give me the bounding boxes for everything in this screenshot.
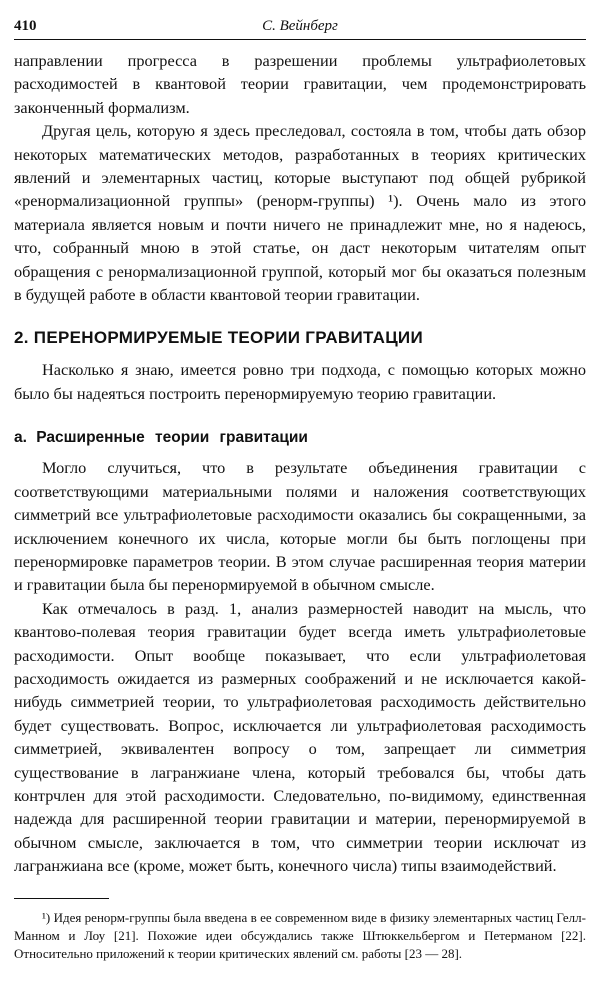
subsection-paragraph: Как отмечалось в разд. 1, анализ размерностей наводит на мысль, что квантово-полевая теория гравитации будет всегда иметь ультрафиолетовые расходимости. Опыт вообще показывает, что если ультрафиолетовая расходимость ожидается из размерных соображений и не исключается какой-нибудь симметрией теории, то ультрафиолетовая расходимость действительно будет существовать. Вопрос, исключается ли ультрафиолетовая расходимость симметрией, эквивалентен вопросу о том, запрещает ли симметрия существование в лагранжиане члена, который требовался бы, чтобы дать контрчлен для этой расходимости. Следовательно, по-видимому, единственная надежда для расширенной теории гравитации и материи, перенормируемой в обычном смысле, заключается в том, что симметрии теории исключат из лагранжиана все (кроме, может быть, конечного числа) типы взаимодействий. — [14, 598, 586, 876]
intro-paragraph-continued: направлении прогресса в разрешении проблемы ультрафиолетовых расходимостей в квантовой теории гравитации, чем продемонстрировать законченный формализм. — [14, 51, 586, 117]
running-header — [14, 18, 586, 40]
subsection-title: Расширенные теории гравитации — [36, 429, 308, 447]
page-number: 410 — [14, 18, 37, 34]
intro-paragraph: Другая цель, которую я здесь преследовал, состояла в том, чтобы дать обзор некоторых математических методов, разработанных в теориях критических явлений и элементарных частиц, которые выступают под общей рубрикой «ренормализационной группы» (ренорм-группы) ¹). Очень мало из этого материала является новым и почти ничего не принадлежит мне, но я надеюсь, что, собранный мною в этой статье, он даст некоторым читателям опыт обращения с ренормализационной группой, который мог бы оказаться полезным в будущей работе в области квантовой теории гравитации. — [14, 121, 586, 305]
subsection-paragraph: Могло случиться, что в результате объединения гравитации с соответствующими материальными полями и наложения соответствующих симметрий все ультрафиолетовые расходимости оказались бы сокращенными, за исключением конечного их числа, которые могли бы быть поглощены при перенормировке параметров теории. В этом случае расширенная теория материи и гравитации была бы перенормируемой в обычном смысле. — [14, 458, 586, 595]
section-paragraph: Насколько я знаю, имеется ровно три подхода, с помощью которых можно было бы надеяться построить перенормируемую теорию гравитации. — [14, 360, 586, 403]
subsection-label: а. — [14, 429, 27, 447]
footnote: ¹) Идея ренорм-группы была введена в ее современном виде в физику элементарных частиц Гелл-Манном и Лоу [21]. Похожие идеи обсуждались также Штюккельбергом и Петерманом [22]. Относительно приложений к теории критических явлений см. работы [23 — 28]. — [14, 909, 586, 961]
running-title: С. Вейнберг — [262, 18, 338, 34]
section-heading: 2. ПЕРЕНОРМИРУЕМЫЕ ТЕОРИИ ГРАВИТАЦИИ — [14, 328, 423, 348]
subsection-heading — [14, 429, 586, 447]
footnote-divider — [14, 898, 109, 899]
